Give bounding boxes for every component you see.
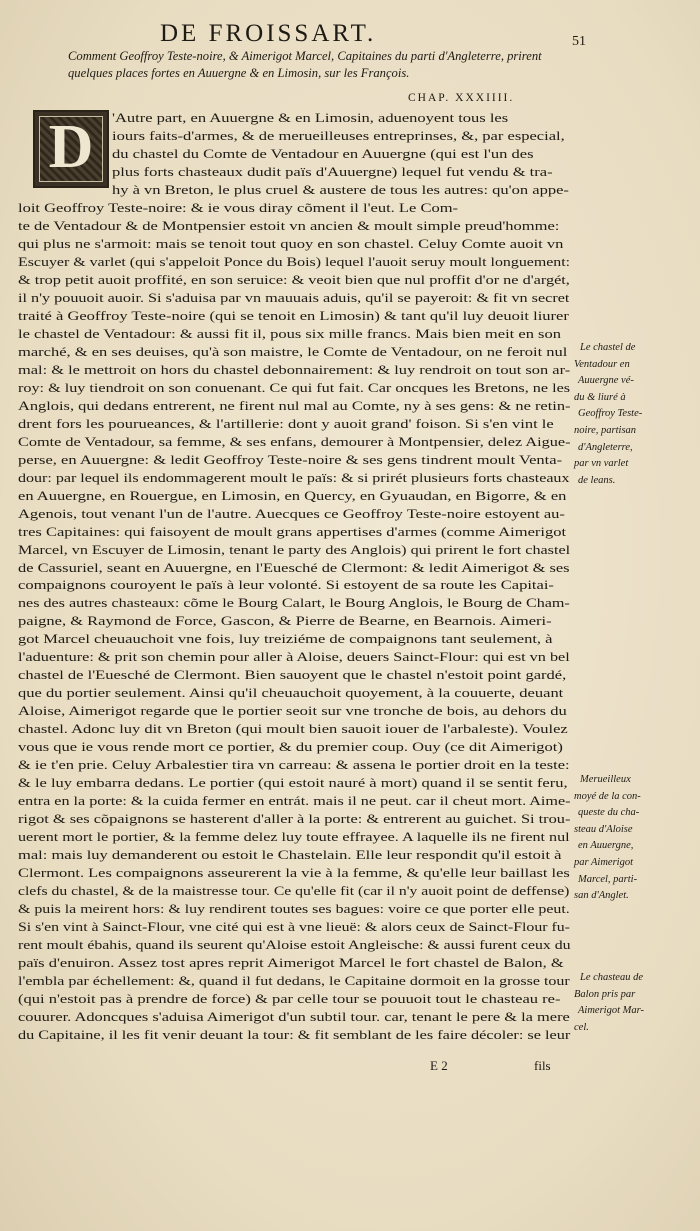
text-line: clefs du chastel, & de la maistresse tour. Ce qu'elle fit (car il n'y auoit point de deffense) xyxy=(18,884,570,899)
margin-note-line: de leans. xyxy=(578,474,616,486)
page-number: 51 xyxy=(572,34,586,49)
text-line: l'embla par échellement: &, quand il fut dedans, le Capitaine dormoit en la grosse tour xyxy=(18,974,570,989)
margin-note-line: par vn varlet xyxy=(574,458,629,470)
margin-note-line: moyé de la con- xyxy=(574,790,641,802)
margin-note-line: queste du cha- xyxy=(578,807,640,819)
catchword: fils xyxy=(534,1058,551,1073)
text-line: uerent mort le portier, & la femme delez luy toute effrayee. A laquelle ils ne firent nul xyxy=(18,830,570,845)
text-line: couurer. Adoncques s'aduisa Aimerigot d'un subtil tour. car, tenant le pere & la mere xyxy=(18,1010,570,1024)
margin-note-line: Merueilleux xyxy=(580,774,631,785)
signature-mark: E 2 xyxy=(430,1058,448,1073)
text-line: & puis la meirent hors: & luy rendirent toutes ses bagues: voire ce que porter elle peut. xyxy=(18,902,570,917)
text-line: dour: par lequel ils endommagerent moult le païs: & si prirét plusieurs forts chasteaux xyxy=(18,470,570,485)
text-line: drent fors les pourueances, & l'artillerie: dont y auoit grand' foison. Si s'en vint le xyxy=(18,416,554,431)
text-line: marché, & en ses deuises, qu'à son maistre, le Comte de Ventadour, on ne feroit nul xyxy=(18,344,568,359)
margin-note-line: Geoffroy Teste- xyxy=(578,408,643,420)
margin-note-line: Balon pris par xyxy=(574,988,636,1000)
text-line: entra en la porte: & la cuida fermer en entrát. mais il ne peut. car il cheut mort. Aime- xyxy=(18,794,571,809)
drop-cap-letter: D xyxy=(48,113,94,181)
margin-note-line: Le chasteau de xyxy=(580,972,643,983)
margin-note-line: Auuergne vé- xyxy=(578,375,634,387)
margin-note-line: noire, partisan xyxy=(574,424,637,436)
margin-note-line: Aimerigot Mar- xyxy=(578,1005,644,1017)
margin-note-line: Le chastel de xyxy=(580,342,636,353)
text-line: roy: & luy tiendroit on son conuenant. Ce qui fut fait. Car oncques les Bretons, ne les xyxy=(18,380,571,395)
text-line: Si s'en vint à Sainct-Flour, vne cité qui est à vne lieuë: & alors ceux de Sainct-Flour fu- xyxy=(18,920,570,935)
text-line: paigne, & Raymond de Force, Gascon, & Pierre de Bearne, en Bearnois. Aimeri- xyxy=(18,614,552,629)
text-line: l'aduenture: & prit son chemin pour aller à Aloise, deuers Sainct-Flour: qui est vn bel xyxy=(18,650,570,665)
text-line: que du portier seulement. Ainsi qu'il cheuauchoit quoyement, à la couuerte, deuant xyxy=(18,686,564,701)
text-line: Comte de Ventadour, sa femme, & ses enfans, demourer à Montpensier, delez Aigue- xyxy=(18,434,571,449)
text-line: iours faits-d'armes, & de merueilleuses entreprinses, &, par especial, xyxy=(112,128,565,143)
margin-note-line: du & liuré à xyxy=(574,391,626,403)
margin-note-line: cel. xyxy=(574,1021,589,1033)
text-line: rigot & ses cõpaignons se hasterent d'aller à la porte: & entrerent au guichet. Si trou- xyxy=(18,812,571,827)
margin-note-line: Ventadour en xyxy=(574,358,630,370)
text-line: & trop petit auoit proffité, en son seruice: & veoit bien que nul proffit d'or ne d'argét, xyxy=(18,272,570,287)
text-line: perse, en Auuergne: & ledit Geoffroy Teste-noire & ses gens tindrent moult Venta- xyxy=(18,452,563,467)
text-line: Clermont. Les compaignons asseurerent la vie à la femme, & qu'elle leur baillast les xyxy=(18,866,570,881)
text-line: Marcel, vn Escuyer de Limosin, tenant le party des Anglois) qui prirent le fort chastel xyxy=(18,542,571,557)
text-line: qui plus ne s'armoit: mais se tenoit tout quoy en son chastel. Celuy Comte auoit vn xyxy=(18,236,564,251)
text-line: compaignons couroyent le païs à leur volonté. Si estoyent de sa route les Capitai- xyxy=(18,578,554,593)
text-line: Agenois, tout venant l'un de l'autre. Auecques ce Geoffroy Teste-noire estoyent au- xyxy=(18,506,565,521)
text-line: du Capitaine, il les fit venir deuant la tour: & fit semblant de les faire décoler: se leur xyxy=(18,1027,571,1042)
text-line: le chastel de Ventadour: & aussi fit il, pous six mille francs. Mais bien meit en son xyxy=(18,326,561,341)
text-line: chastel de l'Euesché de Clermont. Bien sauoyent que le chastel n'estoit point gardé, xyxy=(18,668,567,683)
margin-note xyxy=(574,772,641,905)
chapter-heading: Comment Geoffroy Teste-noire, & Aimerigot Marcel, Capitaines du parti d'Angleterre, prirent quelques places fortes en Auuergne & en Limosin, sur les François. xyxy=(68,49,542,80)
text-line: mal: mais luy demanderent ou estoit le Chastelain. Elle leur respondit qu'il estoit à xyxy=(18,848,562,863)
text-line: tres Capitaines: qui faisoyent de moult grans appertises d'armes (comme Aimerigot xyxy=(18,524,567,539)
text-line: mal: & le mettroit on hors du chastel debonnairement: & luy rendroit on tout son ar- xyxy=(18,362,571,377)
margin-note-line: d'Angleterre, xyxy=(578,441,633,453)
text-line: traité à Geoffroy Teste-noire (qui se tenoit en Limosin) & tant qu'il luy deuoit liurer xyxy=(18,308,569,323)
text-line: hy à vn Breton, le plus cruel & austere de tous les autres: qu'on appe- xyxy=(112,182,569,197)
margin-note-line: san d'Anglet. xyxy=(574,890,629,902)
text-line: te de Ventadour & de Montpensier estoit vn ancien & moult simple preud'homme: xyxy=(18,218,560,233)
running-header: DE FROISSART. xyxy=(160,20,377,47)
drop-cap xyxy=(33,110,109,188)
chapter-number: CHAP. XXXIIII. xyxy=(408,92,515,104)
text-line: plus forts chasteaux dudit païs d'Auuergne) lequel fut vendu & tra- xyxy=(112,164,553,179)
text-line: en Auuergne, en Rouergue, en Limosin, en Quercy, en Gyuaudan, en Bigorre, & en xyxy=(18,488,567,503)
text-line: (qui n'estoit pas à prendre de force) & par celle tour se pouuoit tout le chasteau re- xyxy=(18,992,561,1007)
margin-note-line: en Auuergne, xyxy=(578,840,634,852)
text-line: nes des autres chasteaux: cõme le Bourg Calart, le Bourg Anglois, le Bourg de Cham- xyxy=(18,596,570,611)
text-line: il n'y pouuoit auoir. Si s'aduisa par vn mauuais aduis, qu'il se payeroit: & fit vn secret xyxy=(18,290,570,305)
text-line: 'Autre part, en Auuergne & en Limosin, aduenoyent tous les xyxy=(112,111,509,125)
text-line: got Marcel cheuauchoit vne fois, luy treiziéme de compaignons tant seulement, à xyxy=(18,632,553,647)
margin-note xyxy=(574,340,642,489)
text-line: chastel. Adonc luy dit vn Breton (qui moult bien sauoit iouer de l'arbaleste). Voulez xyxy=(18,722,568,737)
text-line: Anglois, qui dedans entrerent, ne firent nul mal au Comte, ny à ses gens: & ne retin- xyxy=(18,398,571,413)
text-line: loit Geoffroy Teste-noire: & ie vous diray cõment il l'eut. Le Com- xyxy=(18,200,459,215)
text-line: Aloise, Aimerigot regarde que le portier seoit sur vne tronche de bois, au dehors du xyxy=(18,704,567,719)
text-line: de Cassuriel, seant en Auuergne, en l'Euesché de Clermont: & ledit Aimerigot & ses xyxy=(18,560,570,575)
margin-note-line: Marcel, parti- xyxy=(578,873,638,885)
text-line: & le luy embarra dedans. Le portier (qui estoit nauré à mort) quand il se sentit feru, xyxy=(18,776,568,791)
text-line: païs d'enuiron. Assez tost apres reprit Aimerigot Marcel le fort chastel de Balon, & xyxy=(18,956,564,971)
margin-note-line: par Aimerigot xyxy=(574,856,634,868)
text-line: & ie t'en prie. Celuy Arbalestier tira vn carreau: & assena le portier droit en la teste: xyxy=(18,758,570,773)
margin-note-line: steau d'Aloise xyxy=(574,823,633,835)
text-line: Escuyer & varlet (qui s'appeloit Ponce du Bois) lequel l'auoit seruy moult longuement: xyxy=(18,254,571,269)
margin-note xyxy=(574,970,644,1036)
text-line: rent moult ébahis, quand ils seurent qu'Aloise estoit Angleische: & aussi furent ceux du xyxy=(18,938,571,953)
text-line: du chastel du Comte de Ventadour en Auuergne (qui est l'un des xyxy=(112,146,534,161)
text-line: vous que ie vous rende mort ce portier, & du premier coup. Ouy (ce dit Aimerigot) xyxy=(18,740,563,755)
